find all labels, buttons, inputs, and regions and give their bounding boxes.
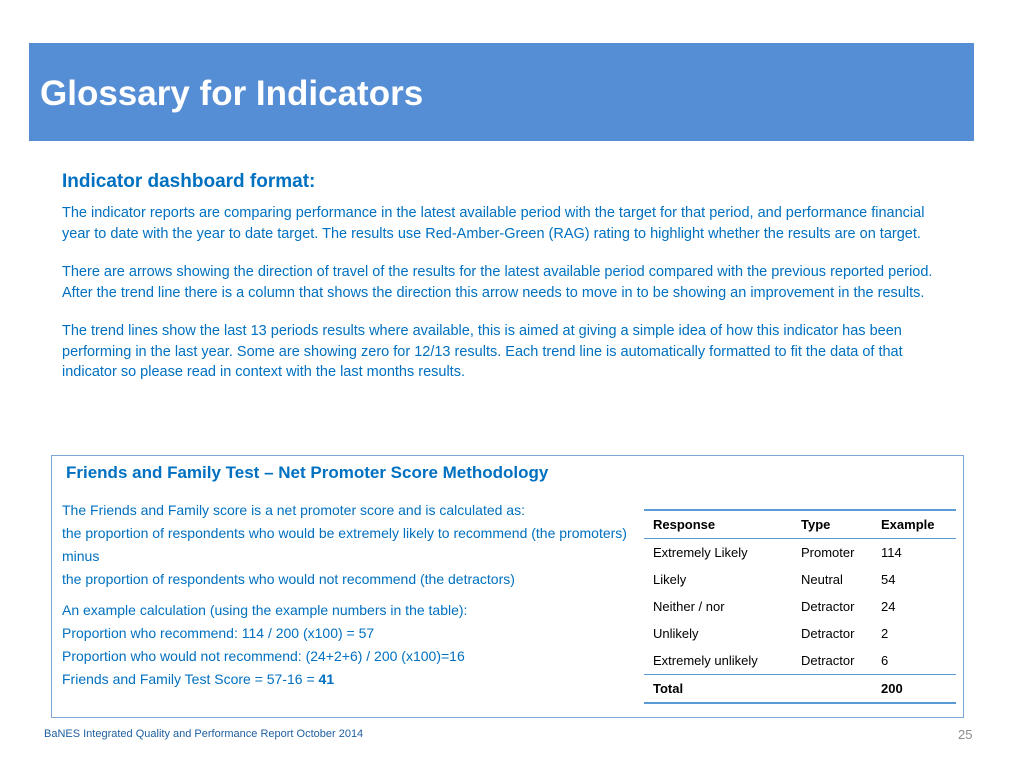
example-line: Proportion who would not recommend: (24+2+6) / 200 (x100)=16	[62, 648, 465, 664]
method-line: the proportion of respondents who would be extremely likely to recommend (the promoters)	[62, 525, 627, 541]
column-header-type: Type	[801, 517, 831, 532]
method-line: the proportion of respondents who would not recommend (the detractors)	[62, 571, 515, 587]
table-cell: 24	[881, 599, 896, 614]
table-cell: 54	[881, 572, 896, 587]
example-table	[644, 509, 956, 704]
example-line: An example calculation (using the example numbers in the table):	[62, 602, 468, 618]
table-cell: 2	[881, 626, 889, 641]
intro-section	[62, 170, 942, 401]
paragraph-arrows: There are arrows showing the direction of travel of the results for the latest available period compared with the previous reported period. After the trend line there is a column that shows the direction this arrow needs to move in to be showing an improvement in the results.	[62, 264, 933, 301]
table-cell: 200	[881, 681, 903, 696]
table-cell: Unlikely	[653, 626, 699, 641]
table-cell: Detractor	[801, 653, 855, 668]
table-cell: 114	[881, 545, 902, 560]
score-value: 41	[318, 671, 335, 687]
paragraph-trend-lines: The trend lines show the last 13 periods results where available, this is aimed at giving a simple idea of how this indicator has been performing in the last year. Some are showing zero for 12/13 results. Each trend line is automatically formatted to fit the data of that indicator so please read in context with the last months results.	[62, 323, 903, 380]
column-header-response: Response	[653, 517, 716, 532]
table-row	[644, 620, 956, 647]
page-title: Glossary for Indicators	[40, 74, 424, 113]
table-cell: Total	[653, 681, 684, 696]
table-cell: Neither / nor	[653, 599, 725, 614]
table-cell: Detractor	[801, 599, 855, 614]
table-row	[644, 647, 956, 675]
table-row	[644, 539, 956, 567]
column-header-example: Example	[881, 517, 935, 532]
footer-report-name: BaNES Integrated Quality and Performance Report October 2014	[44, 728, 364, 740]
method-line: minus	[62, 548, 100, 564]
methodology-heading: Friends and Family Test – Net Promoter Score Methodology	[66, 463, 549, 482]
paragraph-rag: The indicator reports are comparing performance in the latest available period with the target for that period, and performance financial year to date with the year to date target. The results use Red-Amber-Green (RAG) rating to highlight whether the results are on target.	[62, 205, 925, 242]
table-cell: Neutral	[801, 572, 843, 587]
table-header-row	[644, 510, 956, 539]
table-cell: 6	[881, 653, 889, 668]
section-heading: Indicator dashboard format:	[62, 171, 316, 192]
page-number: 25	[958, 727, 973, 742]
table-row	[644, 566, 956, 593]
table-total-row	[644, 675, 956, 704]
score-label: Friends and Family Test Score = 57-16 =	[62, 671, 319, 687]
method-line: The Friends and Family score is a net promoter score and is calculated as:	[62, 502, 525, 518]
table-cell: Detractor	[801, 626, 855, 641]
table-cell: Extremely unlikely	[653, 653, 758, 668]
table-cell: Likely	[653, 572, 687, 587]
example-line: Proportion who recommend: 114 / 200 (x100) = 57	[62, 625, 375, 641]
table-cell	[792, 675, 872, 704]
methodology-text	[62, 501, 632, 693]
table-cell: Extremely Likely	[653, 545, 748, 560]
table-cell: Promoter	[801, 545, 855, 560]
table-row	[644, 593, 956, 620]
score-line	[62, 670, 632, 689]
